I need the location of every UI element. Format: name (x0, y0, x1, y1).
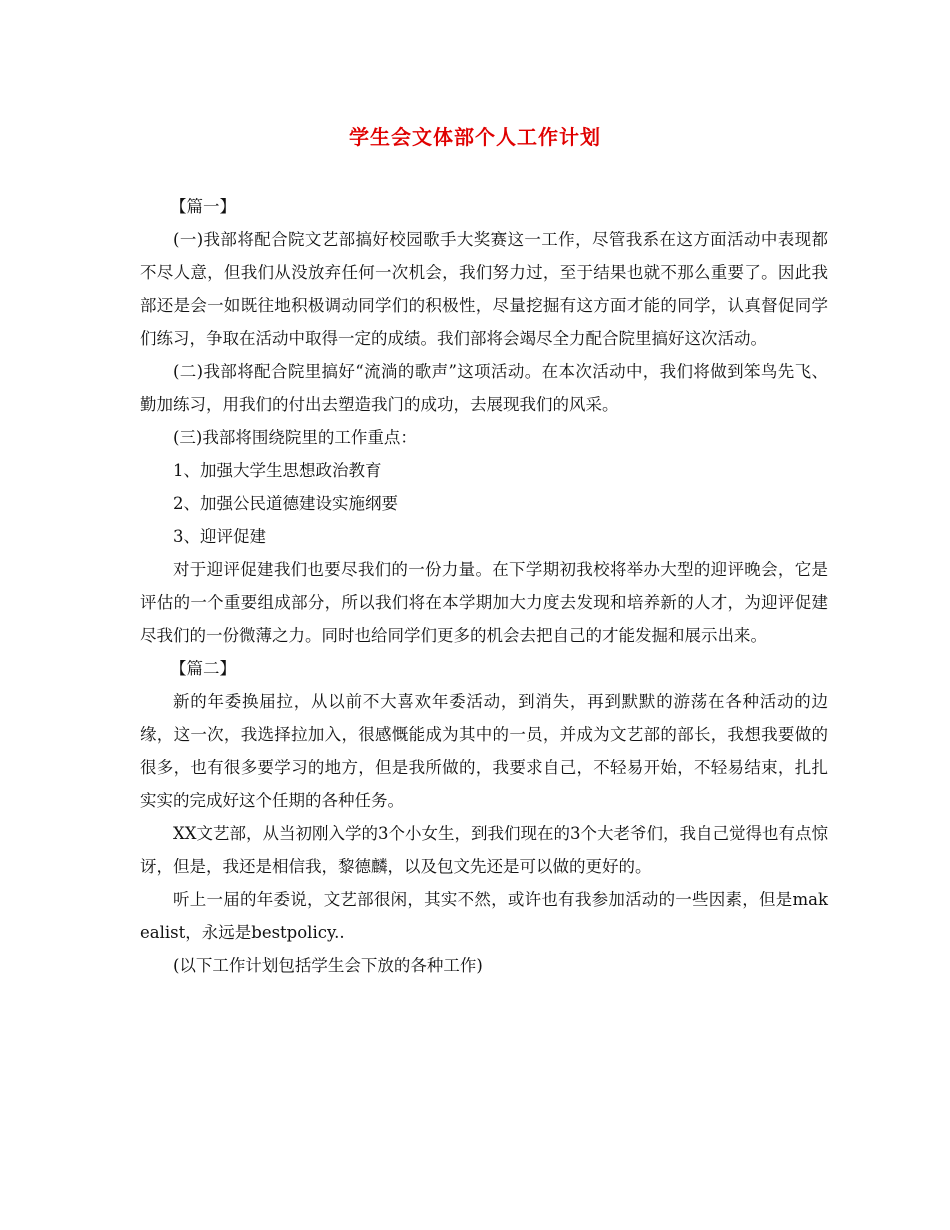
section-heading-1: 【篇一】 (170, 197, 236, 216)
paragraph: (二)我部将配合院里搞好“流淌的歌声”这项活动。在本次活动中，我们将做到笨鸟先飞、勤加练习，用我们的付出去塑造我门的成功，去展现我们的风采。 (140, 362, 828, 414)
paragraph: (以下工作计划包括学生会下放的各种工作) (173, 956, 483, 975)
paragraph: 对于迎评促建我们也要尽我们的一份力量。在下学期初我校将举办大型的迎评晚会，它是评估的一个重要组成部分，所以我们将在本学期加大力度去发现和培养新的人才，为迎评促建尽我们的一份微薄之力。同时也给同学们更多的机会去把自己的才能发掘和展示出来。 (140, 560, 828, 645)
paragraph: (三)我部将围绕院里的工作重点： (173, 428, 417, 447)
list-item: 1、加强大学生思想政治教育 (173, 461, 382, 480)
document-title: 学生会文体部个人工作计划 (349, 125, 601, 149)
list-item: 3、迎评促建 (173, 527, 266, 546)
section-heading-2: 【篇二】 (170, 659, 236, 678)
paragraph: 新的年委换届拉，从以前不大喜欢年委活动，到消失，再到默默的游荡在各种活动的边缘，这一次，我选择拉加入，很感慨能成为其中的一员，并成为文艺部的部长，我想我要做的很多，也有很多要学习的地方，但是我所做的，我要求自己，不轻易开始，不轻易结束，扎扎实实的完成好这个任期的各种任务。 (140, 692, 828, 810)
paragraph: 听上一届的年委说，文艺部很闲，其实不然，或许也有我参加活动的一些因素，但是makealist，永远是bestpolicy.. (140, 890, 828, 942)
list-item: 2、加强公民道德建设实施纲要 (173, 494, 398, 513)
paragraph: (一)我部将配合院文艺部搞好校园歌手大奖赛这一工作，尽管我系在这方面活动中表现都不尽人意，但我们从没放弃任何一次机会，我们努力过，至于结果也就不那么重要了。因此我部还是会一如既往地积极调动同学们的积极性，尽量挖掘有这方面才能的同学，认真督促同学们练习，争取在活动中取得一定的成绩。我们部将会竭尽全力配合院里搞好这次活动。 (140, 230, 828, 348)
document-body (140, 190, 828, 982)
paragraph: XX文艺部，从当初刚入学的3个小女生，到我们现在的3个大老爷们，我自己觉得也有点惊讶，但是，我还是相信我，黎德麟，以及包文先还是可以做的更好的。 (140, 824, 828, 876)
